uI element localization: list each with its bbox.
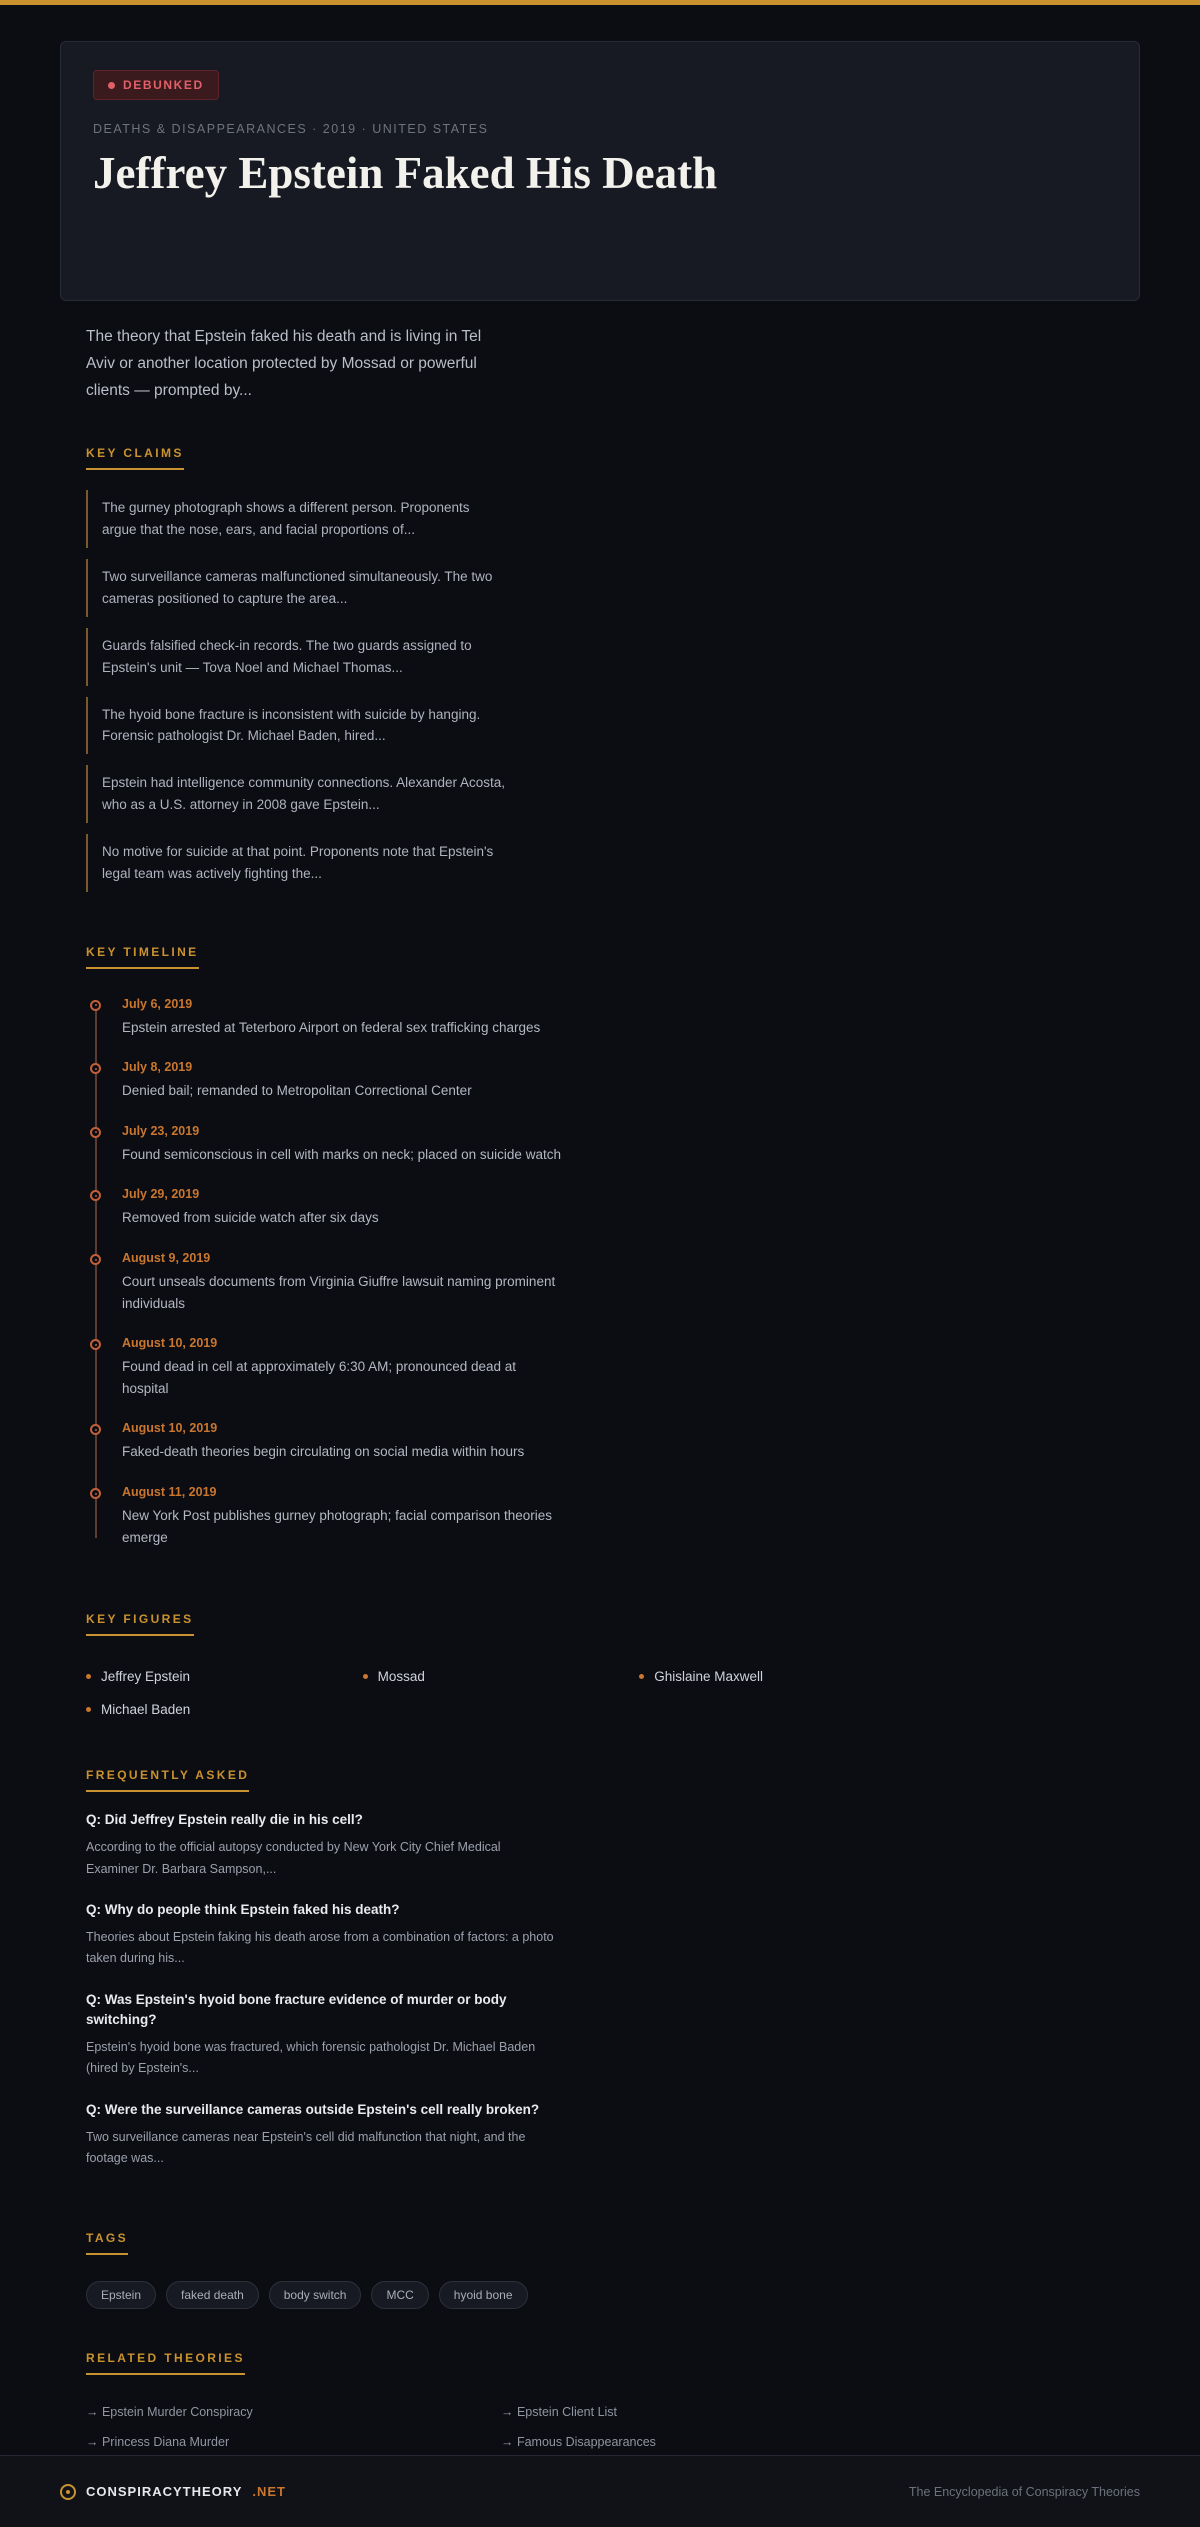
list-item[interactable] [363,1660,640,1693]
timeline-item [122,1251,1140,1314]
tags-section [0,2189,1200,2309]
article-summary: The theory that Epstein faked his death and is living in Tel Aviv or another location protected by Mossad or powerful clients — prompted by... [86,328,482,400]
timeline-date: July 6, 2019 [122,996,193,1011]
bullet-icon [86,1707,91,1712]
timeline-text: Found dead in cell at approximately 6:30 AM; pronounced dead at hospital [122,1359,517,1396]
related-link[interactable]: → Princess Diana Murder [86,2435,230,2450]
figure-label: Ghislaine Maxwell [654,1669,764,1685]
faq-answer: Theories about Epstein faking his death arose from a combination of factors: a photo taken during his... [86,1930,554,1966]
tag-chip[interactable]: faked death [166,2281,259,2309]
site-logo[interactable] [60,2484,286,2500]
related-link[interactable]: → Famous Disappearances [501,2435,656,2450]
timeline-item [122,1421,1140,1463]
eye-icon [60,2484,76,2500]
breadcrumb: DEATHS & DISAPPEARANCES · 2019 · UNITED STATES [93,122,489,136]
footer-tagline: The Encyclopedia of Conspiracy Theories [908,2484,1140,2499]
related-link[interactable]: → Epstein Murder Conspiracy [86,2405,253,2420]
timeline-item [122,1060,1140,1102]
list-item: Two surveillance cameras malfunctioned simultaneously. The two cameras positioned to capture the area... [86,559,506,617]
faq-entry [86,2100,556,2170]
figure-label: Michael Baden [101,1702,191,1718]
timeline-item [122,1187,1140,1229]
faq-question: Q: Were the surveillance cameras outside Epstein's cell really broken? [86,2101,540,2117]
timeline-date: July 23, 2019 [122,1123,200,1138]
bullet-icon [86,1674,91,1679]
faq-question: Q: Was Epstein's hyoid bone fracture evidence of murder or body switching? [86,1991,507,2027]
key-timeline-heading: KEY TIMELINE [86,945,199,969]
faq-heading: FREQUENTLY ASKED [86,1768,249,1792]
faq-entry [86,1900,556,1970]
timeline-marker-icon [90,1339,101,1350]
timeline-marker-icon [90,1424,101,1435]
timeline-date: August 10, 2019 [122,1336,218,1351]
article-page [0,5,1200,2527]
timeline-item [122,1336,1140,1399]
timeline-item [122,1485,1140,1548]
timeline-text: Faked-death theories begin circulating on social media within hours [122,1444,525,1460]
timeline-text: Found semiconscious in cell with marks on neck; placed on suicide watch [122,1146,561,1162]
timeline-date: August 11, 2019 [122,1485,217,1500]
tag-chip[interactable]: body switch [269,2281,362,2309]
page-title: Jeffrey Epstein Faked His Death [93,148,718,198]
timeline-date: July 8, 2019 [122,1060,193,1075]
list-item: The hyoid bone fracture is inconsistent with suicide by hanging. Forensic pathologist Dr. Michael Baden, hired... [86,697,506,755]
faq-answer: Two surveillance cameras near Epstein's cell did malfunction that night, and the footage was... [86,2129,526,2166]
timeline-date: August 9, 2019 [122,1251,211,1266]
list-item[interactable] [639,1660,916,1693]
brand-tld: .NET [252,2484,286,2500]
status-badge-label: DEBUNKED [123,78,204,92]
faq-entry [86,1990,556,2080]
tag-chip[interactable]: hyoid bone [439,2281,528,2309]
key-figures-section [0,1570,1200,1726]
timeline-list [86,997,1140,1549]
related-links-list [86,2397,916,2457]
status-badge [93,70,219,100]
faq-section [0,1726,1200,2169]
timeline-marker-icon [90,1000,101,1011]
timeline-marker-icon [90,1254,101,1265]
figure-label: Jeffrey Epstein [101,1669,191,1685]
tag-list [86,2281,1140,2309]
list-item: Guards falsified check-in records. The two guards assigned to Epstein's unit — Tova Noel and Michael Thomas... [86,628,506,686]
timeline-text: Removed from suicide watch after six days [122,1210,379,1226]
faq-entry [86,1810,556,1880]
timeline-date: July 29, 2019 [122,1187,200,1202]
faq-list [86,1810,1140,2169]
hero-section [0,5,1200,301]
timeline-text: Denied bail; remanded to Metropolitan Correctional Center [122,1083,472,1099]
key-timeline-section [0,903,1200,1549]
timeline-item [122,1124,1140,1166]
timeline-text: New York Post publishes gurney photograph; facial comparison theories emerge [122,1508,553,1545]
faq-question: Q: Did Jeffrey Epstein really die in his cell? [86,1812,363,1828]
page-footer [0,2455,1200,2527]
timeline-text: Epstein arrested at Teterboro Airport on federal sex trafficking charges [122,1019,541,1035]
timeline-marker-icon [90,1488,101,1499]
timeline-marker-icon [90,1127,101,1138]
list-item: No motive for suicide at that point. Proponents note that Epstein's legal team was actively fighting the... [86,834,506,892]
timeline-marker-icon [90,1190,101,1201]
timeline-date: August 10, 2019 [122,1421,218,1436]
brand-name: CONSPIRACYTHEORY [86,2484,243,2500]
faq-answer: Epstein's hyoid bone was fractured, which forensic pathologist Dr. Michael Baden (hired by Epstein's... [86,2040,536,2076]
timeline-item [122,997,1140,1039]
tag-chip[interactable]: MCC [371,2281,428,2309]
timeline-text: Court unseals documents from Virginia Giuffre lawsuit naming prominent individuals [122,1274,556,1311]
list-item: Epstein had intelligence community connections. Alexander Acosta, who as a U.S. attorney in 2008 gave Epstein... [86,765,506,823]
tag-chip[interactable]: Epstein [86,2281,156,2309]
key-claims-heading: KEY CLAIMS [86,446,184,470]
related-theories-section [0,2309,1200,2457]
key-figures-list [86,1660,916,1726]
hero-card [60,41,1140,301]
bullet-icon [363,1674,368,1679]
list-item[interactable] [86,1693,363,1726]
faq-answer: According to the official autopsy conducted by New York City Chief Medical Examiner Dr. Barbara Sampson,... [86,1840,501,1876]
key-figures-heading: KEY FIGURES [86,1612,194,1636]
related-theories-heading: RELATED THEORIES [86,2351,245,2375]
status-dot-icon [108,82,115,89]
list-item: The gurney photograph shows a different person. Proponents argue that the nose, ears, and facial proportions of... [86,490,506,548]
bullet-icon [639,1674,644,1679]
related-link[interactable]: → Epstein Client List [501,2405,618,2420]
faq-question: Q: Why do people think Epstein faked his death? [86,1901,400,1917]
list-item[interactable] [86,1660,363,1693]
timeline-marker-icon [90,1063,101,1074]
key-claims-section [0,404,1200,891]
key-claims-list [86,490,1140,891]
figure-label: Mossad [377,1669,425,1685]
tags-heading: TAGS [86,2231,128,2255]
